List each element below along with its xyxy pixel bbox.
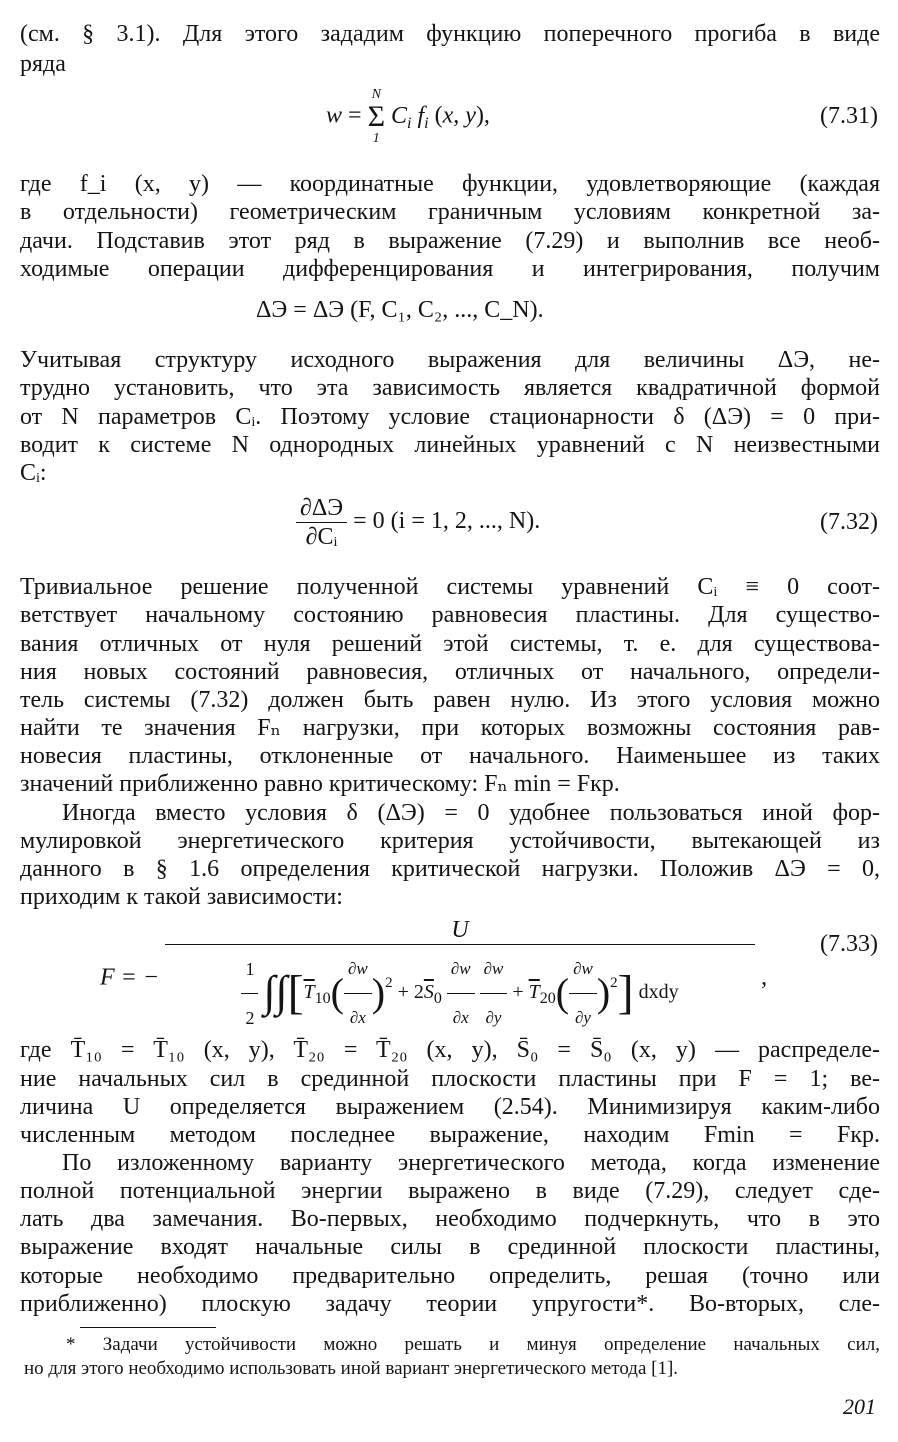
text-line: ние начальных сил в срединной плоскости пластины при F = 1; ве- xyxy=(20,1066,880,1092)
text-line: водит к системе N однородных линейных уравнений с N неизвестными xyxy=(20,432,880,458)
text-line: где T̄₁₀ = T̄₁₀ (x, y), T̄₂₀ = T̄₂₀ (x, y), S̄₀ = S̄₀ (x, y) — распределе- xyxy=(20,1037,880,1063)
text-line: где f_i (x, y) — координатные функции, удовлетворяющие (каждая xyxy=(20,171,880,197)
text-line: полной потенциальной энергии выражено в виде (7.29), следует сде- xyxy=(20,1178,880,1204)
text-line: Учитывая структуру исходного выражения для величины ΔЭ, не- xyxy=(20,347,880,373)
footnote-line: но для этого необходимо использовать иной вариант энергетического метода [1]. xyxy=(24,1358,679,1379)
equation-7-31: w = N Σ 1 $C_i$ $f_i$ (x, y), xyxy=(326,87,490,146)
text-line: личина U определяется выражением (2.54). Минимизируя каким-либо xyxy=(20,1094,880,1120)
text-line: новесия пластины, отклоненные от начального. Наименьшее из таких xyxy=(20,743,880,769)
text-line: численным методом последнее выражение, находим Fmin = Fкр. xyxy=(20,1122,880,1148)
text-line: Cᵢ: xyxy=(20,460,47,486)
fraction: $\frac{\partial\Delta Э}{\text{∂Cᵢ}}$ xyxy=(296,494,347,551)
text-line: ния новых состояний равновесия, отличных от начального, определи- xyxy=(20,659,880,685)
text-line: дачи. Подставив этот ряд в выражение (7.29) и выполнив все необ- xyxy=(20,228,880,254)
text-line: в отдельности) геометрическим граничным условиям конкретной за- xyxy=(20,199,880,225)
text-line: значений приближенно равно критическому: Fₙ min = Fкр. xyxy=(20,771,620,797)
text-line: тель системы (7.32) должен быть равен нулю. Из этого условия можно xyxy=(20,687,880,713)
text-line: ходимые операции дифференцирования и интегрирования, получим xyxy=(20,256,880,282)
text-line: от N параметров Cᵢ. Поэтому условие стационарности δ (ΔЭ) = 0 при- xyxy=(20,404,880,430)
text-line: По изложенному варианту энергетического метода, когда изменение xyxy=(62,1150,880,1176)
footnote-line: * Задачи устойчивости можно решать и минуя определение начальных сил, xyxy=(66,1334,880,1355)
equation-7-33: F = − U $\frac{1}{2}$ $\int\int[\overline{T}_{10}$( $\frac{\partial w}{\partial x}$ )$^2 + 2\overline{S}_0$ $\frac{\partial w}{\partial x}$ $\frac{\partial w}{\partial y}$ + $\overline{T}_{20}$( $\frac{\partial w}{\partial y}$ )$^2$] dxdy , xyxy=(100,916,790,1042)
text-line: вания отличных от нуля решений этой системы, т. е. для существова- xyxy=(20,631,880,657)
equation-number: (7.31) xyxy=(820,103,878,129)
text-line: которые необходимо предварительно определить, решая (точно или xyxy=(20,1263,880,1289)
text-line: трудно установить, что эта зависимость является квадратичной формой xyxy=(20,375,880,401)
text-line: приближенно) плоскую задачу теории упругости*. Во-вторых, сле- xyxy=(20,1291,880,1317)
equation-7-32: $\frac{\partial\Delta Э}{\text{∂Cᵢ}}$ = 0 (i = 1, 2, ..., N). xyxy=(296,494,540,551)
text-line: Иногда вместо условия δ (ΔЭ) = 0 удобнее пользоваться иной фор- xyxy=(62,800,880,826)
fraction: U $\frac{1}{2}$ $\int\int[\overline{T}_{10}$( $\frac{\partial w}{\partial x}$ )$^2 + 2\overline{S}_0$ $\frac{\partial w}{\partial x}$ $\frac{\partial w}{\partial y}$ + $\overline{T}_{20}$( $\frac{\partial w}{\partial y}$ )$^2$] dxdy xyxy=(165,916,755,1042)
text-line: выражение входят начальные силы в срединной плоскости пластины, xyxy=(20,1234,880,1260)
footnote-divider xyxy=(80,1327,216,1328)
text-line: найти те значения Fₙ нагрузки, при которых возможны состояния рав- xyxy=(20,715,880,741)
text-line: лать два замечания. Во-первых, необходимо подчеркнуть, что в это xyxy=(20,1206,880,1232)
equation-delta-e: ΔЭ = ΔЭ (F, C₁, C₂, ..., C_N). xyxy=(256,297,544,323)
sum-symbol: N Σ 1 xyxy=(367,87,386,146)
text-line: ряда xyxy=(20,51,66,77)
equation-number: (7.32) xyxy=(820,509,878,535)
equation-number: (7.33) xyxy=(820,931,878,957)
text-line: ветствует начальному состоянию равновесия пластины. Для существо- xyxy=(20,602,880,628)
text-line: данного в § 1.6 определения критической нагрузки. Положив ΔЭ = 0, xyxy=(20,856,880,882)
page-number: 201 xyxy=(843,1394,876,1419)
text-line: приходим к такой зависимости: xyxy=(20,884,343,910)
text-line: мулировкой энергетического критерия устойчивости, вытекающей из xyxy=(20,828,880,854)
text-line: (см. § 3.1). Для этого зададим функцию поперечного прогиба в виде xyxy=(20,21,880,47)
text-line: Тривиальное решение полученной системы уравнений Cᵢ ≡ 0 соот- xyxy=(20,574,880,600)
